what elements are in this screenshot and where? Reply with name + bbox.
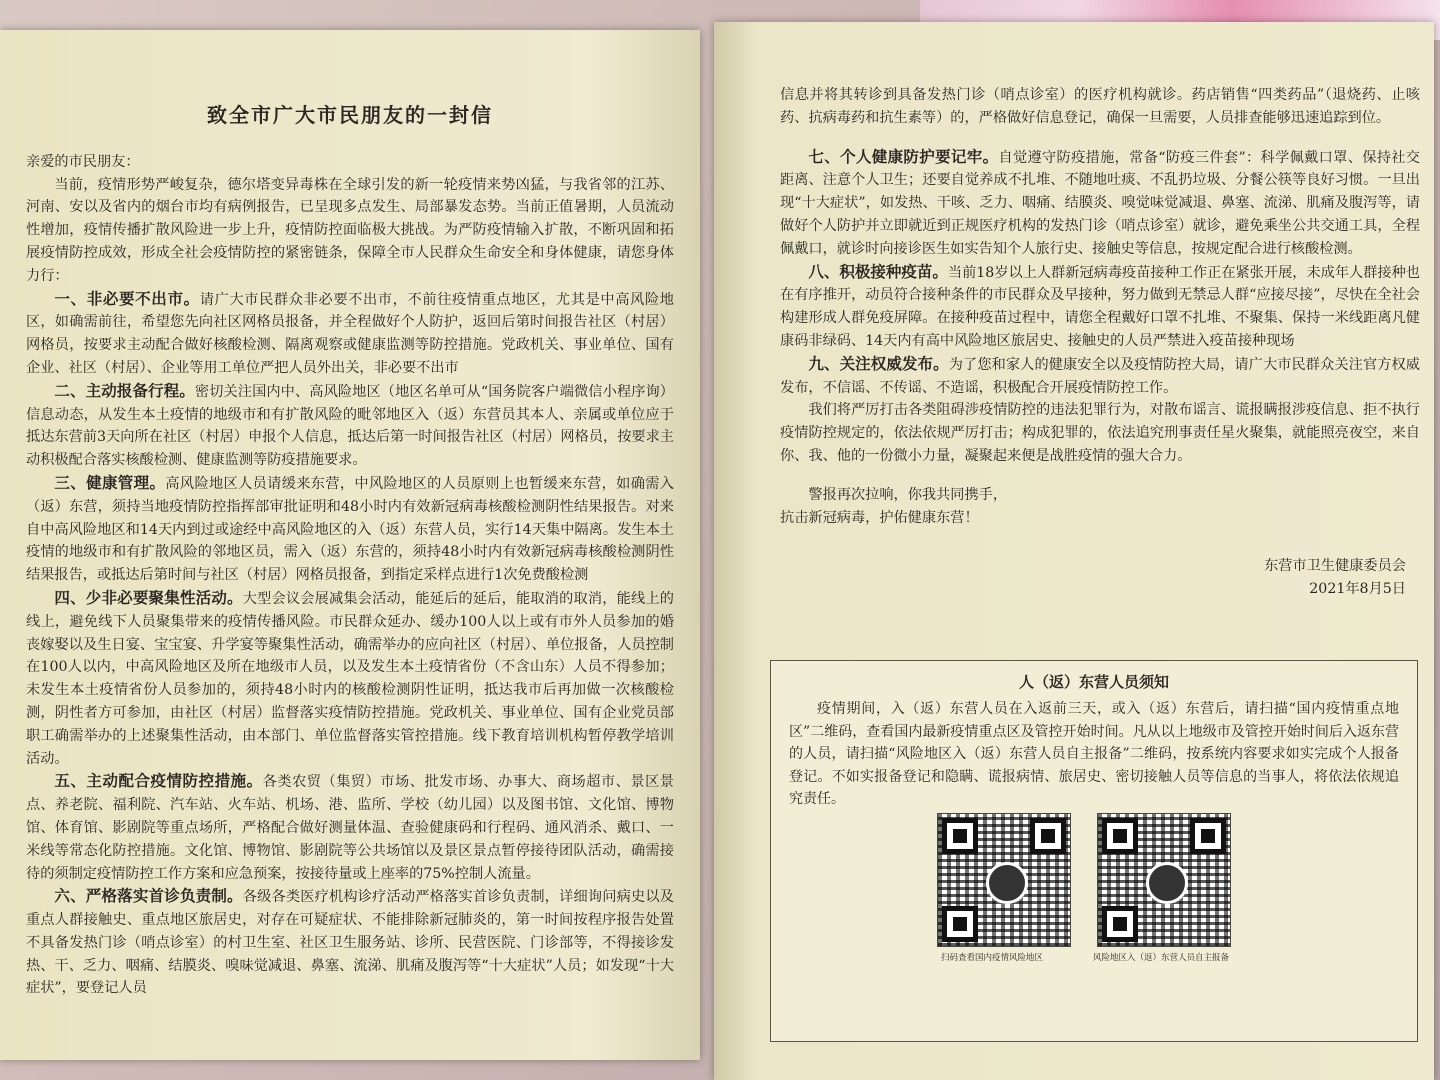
section-9 bbox=[780, 353, 1420, 400]
qr-finder-icon bbox=[942, 818, 978, 854]
section-7-heading: 七、个人健康防护要记牢。 bbox=[808, 146, 999, 166]
section-2-text: 密切关注国内中、高风险地区（地区名单可从“国务院客户端微信小程序询）信息动态，从发生本土疫情的地级市和有扩散风险的毗邻地区入（返）东营员其本人、亲属或单位应于抵达东营前3天向所在社区（村居）申报个人信息，抵达后第一时间报告社区（村居）网格员，按要求主动积极配合落实核酸检测、健康监测等防疫措施要求。 bbox=[26, 383, 674, 469]
qr-finder-icon bbox=[942, 906, 978, 942]
section-4 bbox=[26, 587, 674, 770]
section-6 bbox=[26, 885, 674, 1000]
section-2 bbox=[26, 380, 674, 472]
section-6-text: 各级各类医疗机构诊疗活动严格落实首诊负责制，详细询问病史以及重点人群接触史、重点地区旅居史，对存在可疑症状、不能排除新冠肺炎的，第一时间按程序报告处置不具备发热门诊（哨点诊室）的村卫生室、社区卫生服务站、诊所、民营医院、门诊部等，不得接诊发热、干、乏力、咽痛、结膜炎、嗅味觉减退、鼻塞、流涕、肌痛及腹泻等“十大症状”人员；如发现“十大症状”，要登记人员 bbox=[26, 889, 674, 997]
greeting: 亲爱的市民朋友： bbox=[26, 153, 140, 170]
intro-paragraph: 当前，疫情形势严峻复杂，德尔塔变异毒株在全球引发的新一轮疫情来势凶猛，与我省邻的江苏、河南、安以及省内的烟台市均有病例报告，已呈现多点发生、局部暴发态势。当前正值暑期，人员流动性增加，疫情传播扩散风险进一步上升，疫情防控面临极大挑战。为严防疫情输入扩散，不断巩固和拓展疫情防控成效，形成全社会疫情防控的紧密链条，保障全市人民群众生命安全和身体健康，请您身体力行： bbox=[26, 176, 674, 284]
section-6-heading: 六、严格落实首诊负责制。 bbox=[54, 886, 243, 906]
section-8 bbox=[780, 261, 1420, 353]
date: 2021年8月5日 bbox=[1309, 581, 1406, 598]
notice-body: 疫情期间，入（返）东营人员在入返前三天，或入（返）东营后，请扫描“国内疫情重点地区”二维码，查看国内最新疫情重点区及管控开始时间。凡从以上地级市及管控开始时间后入返东营的人员，请扫描“风险地区入（返）东营人员自主报备”二维码，按系统内容要求如实完成个人报备登记。不如实报备登记和隐瞒、谎报病情、旅居史、密切接触人员等信息的当事人，将依法依规追究责任。 bbox=[789, 701, 1399, 807]
section-8-text: 当前18岁以上人群新冠病毒疫苗接种工作正在紧张开展，未成年人群接种也在有序推开，动员符合接种条件的市民群众及早接种，努力做到无禁忌人群“应接尽接”，尽快在全社会构建形成人群免疫屏障。在接种疫苗过程中，请您全程戴好口罩不扎堆、不聚集、保持一米线距离凡健康码非绿码、14天内有高中风险地区旅居史、接触史的人员严禁进入疫苗接种现场 bbox=[780, 264, 1420, 349]
left-page-content bbox=[26, 30, 674, 1000]
qr-finder-icon bbox=[1190, 818, 1226, 854]
qr-finder-icon bbox=[1102, 818, 1138, 854]
section-7 bbox=[780, 146, 1420, 261]
right-page bbox=[714, 22, 1434, 1080]
section-1-heading: 一、非必要不出市。 bbox=[54, 288, 200, 308]
letter-title: 致全市广大市民朋友的一封信 bbox=[207, 103, 493, 127]
qr-1-caption: 扫码查看国内疫情风险地区 bbox=[941, 953, 1044, 963]
signer: 东营市卫生健康委员会 bbox=[1264, 558, 1406, 575]
section-4-heading: 四、少非必要聚集性活动。 bbox=[54, 587, 243, 607]
section-5-heading: 五、主动配合疫情防控措施。 bbox=[54, 771, 263, 791]
section-9-heading: 九、关注权威发布。 bbox=[808, 353, 949, 373]
right-page-content bbox=[780, 84, 1420, 601]
section-2-heading: 二、主动报备行程。 bbox=[54, 380, 195, 400]
qr-logo-icon bbox=[986, 862, 1028, 904]
qr-code-self-report[interactable] bbox=[1097, 813, 1231, 947]
qr-finder-icon bbox=[1102, 906, 1138, 942]
section-8-heading: 八、积极接种疫苗。 bbox=[808, 261, 948, 281]
section-7-text: 自觉遵守防疫措施，常备“防疫三件套”：科学佩戴口罩、保持社交距离、注意个人卫生；还要自觉养成不扎堆、不随地吐痰、不乱扔垃圾、分餐公筷等良好习惯。一旦出现“十大症状”，如发热、干咳、乏力、咽痛、结膜炎、嗅觉味觉减退、鼻塞、流涕、肌痛及腹泻等，请做好个人防护并立即就近到正规医疗机构的发热门诊（哨点诊室）就诊，避免乘坐公共交通工具，全程佩戴口，就诊时向接诊医生如实告知个人旅行史、接触史等信息，按规定配合进行核酸检测。 bbox=[780, 149, 1420, 257]
appeal-line-1: 警报再次拉响，你我共同携手， bbox=[808, 486, 1008, 503]
closing-paragraph: 我们将严厉打击各类阻碍涉疫情防控的违法犯罪行为，对散布谣言、谎报瞒报涉疫信息、拒不执行疫情防控规定的，依法依规严厉打击；构成犯罪的，依法追究刑事责任星火聚集，就能照亮夜空，来自你、我、他的一份微小力量，凝聚起来便是战胜疫情的强大合力。 bbox=[780, 402, 1420, 464]
qr-code-risk-areas[interactable] bbox=[937, 813, 1071, 947]
section-9-text: 为了您和家人的健康安全以及疫情防控大局，请广大市民群众关注官方权威发布，不信谣、不传谣、不造谣，积极配合开展疫情防控工作。 bbox=[780, 356, 1420, 396]
notice-title: 人（返）东营人员须知 bbox=[1018, 673, 1169, 691]
left-page bbox=[0, 30, 700, 1060]
qr-2-caption: 风险地区入（返）东营人员自主报备 bbox=[1093, 953, 1230, 963]
continued-paragraph: 信息并将其转诊到具备发热门诊（哨点诊室）的医疗机构就诊。药店销售“四类药品”（退烧药、止咳药、抗病毒药和抗生素等）的，严格做好信息登记，确保一旦需要，人员排查能够迅速追踪到位。 bbox=[780, 87, 1420, 126]
section-4-text: 大型会议会展减集会活动，能延后的延后，能取消的取消，能线上的线上，避免线下人员聚集带来的疫情传播风险。市民群众延办、缓办100人以上或有市外人员参加的婚丧嫁娶以及生日宴、宝宝宴、升学宴等聚集性活动，确需举办的应向社区（村居）、单位报备，人员控制在100人以内，中高风险地区及所在地级市人员，以及发生本土疫情省份（不含山东）人员不得参加；未发生本土疫情省份人员参加的，须持48小时内的核酸检测阴性证明，抵达我市后再加做一次核酸检测，阴性者方可参加，由社区（村居）监督落实疫情防控措施。党政机关、事业单位、国有企业党员部职工确需举办的上述聚集性活动，由本部门、单位监督落实管控措施。线下教育培训机构暂停教学培训活动。 bbox=[26, 590, 674, 767]
qr-finder-icon bbox=[1030, 818, 1066, 854]
section-1 bbox=[26, 288, 674, 380]
section-5-text: 各类农贸（集贸）市场、批发市场、办事大、商场超市、景区景点、养老院、福利院、汽车站、火车站、机场、港、监所、学校（幼儿园）以及图书馆、文化馆、博物馆、体育馆、影剧院等重点场所，严格配合做好测量体温、查验健康码和行程码、通风消杀、戴口、一米线等常态化防控措施。文化馆、博物馆、影剧院等公共场馆以及景区景点暂停接待团队活动，确需接待的须制定疫情防控工作方案和应急预案，按接待量或上座率的75%控制人流量。 bbox=[26, 774, 674, 882]
appeal-line-2: 抗击新冠病毒，护佑健康东营！ bbox=[780, 509, 979, 526]
qr-logo-icon bbox=[1146, 862, 1188, 904]
notice-box bbox=[770, 660, 1418, 1042]
section-3-heading: 三、健康管理。 bbox=[54, 472, 166, 492]
section-5 bbox=[26, 770, 674, 885]
section-3 bbox=[26, 472, 674, 587]
section-3-text: 高风险地区人员请缓来东营，中风险地区的人员原则上也暂缓来东营，如确需入（返）东营，须持当地疫情防控指挥部审批证明和48小时内有效新冠病毒核酸检测阴性结果报告。对来自中高风险地区和14天内到过或途经中高风险地区的入（返）东营人员，实行14天集中隔离。发生本土疫情的地级市和有扩散风险的邻地区员，需入（返）东营的，须持48小时内有效新冠病毒核酸检测阴性结果报告，或抵达后第时间与社区（村居）网格员报备，到指定采样点进行1次免费酸检测 bbox=[26, 475, 674, 584]
section-1-text: 请广大市民群众非必要不出市，不前往疫情重点地区，尤其是中高风险地区，如确需前往，希望您先向社区网格员报备，并全程做好个人防护，返回后第时间报告社区（村居）网格员，按要求主动配合做好核酸检测、隔离观察或健康监测等防控措施。党政机关、事业单位、国有企业、社区（村居）、企业等用工单位严把人员外出关，非必要不出市 bbox=[26, 291, 674, 376]
